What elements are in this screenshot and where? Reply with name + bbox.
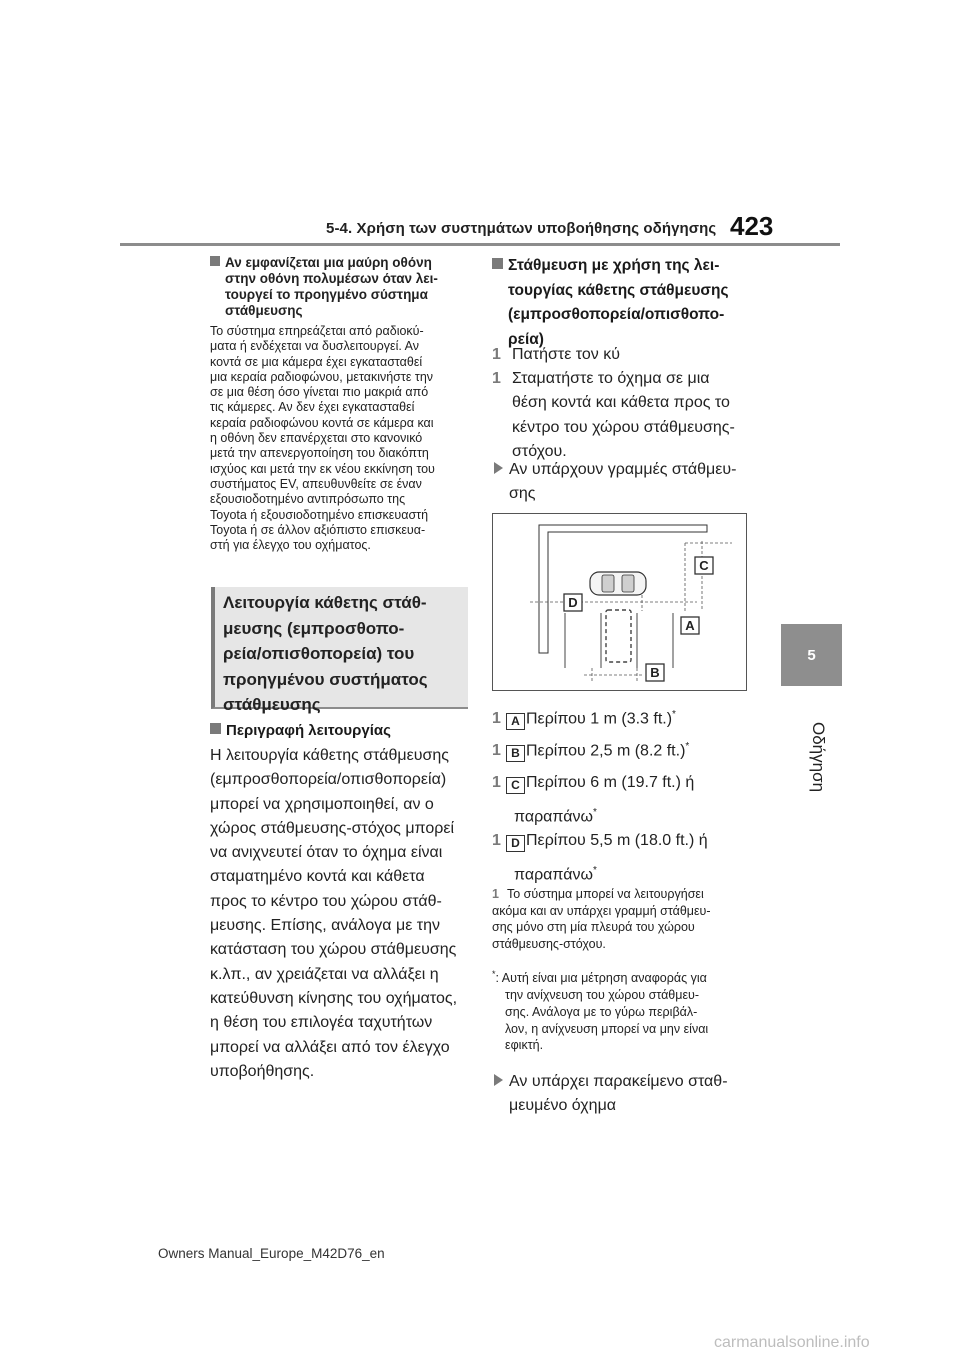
watermark: carmanualsonline.info (714, 1334, 870, 1351)
black-screen-text: Το σύστημα επηρεάζεται από ραδιοκύ- ματα ή ενδέχεται να δυσλειτουργεί. Αν κοντά σε μια κάμερα έχει εγκατασταθεί μια κεραία ραδιοφώνου, μετακινήστε την σε μια θέση όσο γίνεται πιο μακριά από τις κάμερες. Αν δεν έχει εγκατασταθεί κεραία ραδιοφώνου κοντά σε κάμερα και η οθόνη δεν επανέρχεται στο κανονικό μετά την απενεργοποίηση του διακόπτη ισχύος και μετά την εκ νέου εκκίνηση του συστήματος EV, απευθυνθείτε σε έναν εξουσιοδοτημένο αντιπρόσωπο της Toyota ή εξουσιοδοτημένο επισκευαστή Toyota ή σε άλλον αξιόπιστο επισκευα- στή για έλεγχο του οχήματος. (210, 324, 435, 553)
square-bullet-icon (210, 723, 221, 734)
chapter-tab[interactable] (781, 624, 842, 686)
triangle-bullet-icon (494, 1074, 503, 1086)
step-2: 1 Σταματήστε το όχημα σε μια θέση κοντά και κάθετα προς το κέντρο του χώρου στάθμευσης- στόχου. (492, 370, 735, 460)
measure-a: 1 A Περίπου 1 m (3.3 ft.)* (492, 709, 676, 729)
measure-b: 1 B Περίπου 2,5 m (8.2 ft.)* (492, 741, 690, 761)
note-one-side-line: 1 Το σύστημα μπορεί να λειτουργήσει ακόμα και αν υπάρχει γραμμή στάθμευ- σης μόνο στη μία πλευρά του χώρου στάθμευσης-στόχου. (492, 887, 711, 951)
black-screen-heading: Αν εμφανίζεται μια μαύρη οθόνη στην οθόνη πολυμέσων όταν λει- τουργεί το προηγμένο σύστημα στάθμευσης (210, 255, 472, 319)
diagram-label-b: B (650, 665, 660, 680)
header-rule (120, 243, 840, 246)
footer-manual-id: Owners Manual_Europe_M42D76_en (158, 1246, 385, 1261)
diagram-label-c: C (699, 558, 709, 573)
bullet-parking-lines: Αν υπάρχουν γραμμές στάθμευ- σης (494, 458, 754, 507)
measure-d: 1 D Περίπου 5,5 m (18.0 ft.) ή παραπάνω* (492, 832, 708, 884)
description-text: Η λειτουργία κάθετης στάθμευσης (εμπροσθοπορεία/οπισθοπορεία) μπορεί να χρησιμοποιηθεί, αν ο χώρος στάθμευσης-στόχος μπορεί να ανιχνευτεί όταν το όχημα είναι σταματημένο κοντά και κάθετα προς το κέντρο του χώρου στάθ- μευσης. Επίσης, ανάλογα με την κατάσταση του χώρου στάθμευσης κ.λπ., αν χρειάζεται να αλλάξει η κατεύθυνση κίνησης του οχήματος, η θέση του επιλογέα ταχυτήτων μπορεί να αλλάξει από τον έλεγχο υποβοήθησης. (210, 747, 458, 1080)
bullet-adjacent-vehicle: Αν υπάρχει παρακείμενο σταθ- μευμένο όχημα (494, 1070, 754, 1119)
diagram-label-a: A (685, 618, 695, 633)
step-1: 1 Πατήστε τον κύ (492, 346, 620, 363)
square-bullet-icon (210, 256, 220, 266)
square-bullet-icon (492, 258, 503, 269)
description-heading: Περιγραφή λειτουργίας (210, 722, 391, 739)
page-number: 423 (730, 211, 774, 241)
footnote: *: Αυτή είναι μια μέτρηση αναφοράς για την ανίχνευση του χώρου στάθμευ- σης. Ανάλογα με το γύρω περιβάλ- λον, η ανίχνευση μπορεί να μην είναι εφικτή. (492, 969, 709, 1053)
parking-heading: Στάθμευση με χρήση της λει- τουργίας κάθετης στάθμευσης (εμπροσθοπορεία/οπισθοπο- ρεία) (492, 254, 752, 352)
diagram-label-d: D (568, 595, 578, 610)
chapter-number: 5 (807, 646, 816, 664)
parking-diagram (492, 513, 747, 691)
car-icon (590, 572, 646, 595)
section-title-box: Λειτουργία κάθετης στάθ- μευσης (εμπροσθοπο- ρεία/οπισθοπορεία) του προηγμένου συστήματος στάθμευσης (211, 587, 468, 709)
measure-c: 1 C Περίπου 6 m (19.7 ft.) ή παραπάνω* (492, 774, 695, 826)
chapter-label: Οδήγηση (809, 722, 828, 793)
section-header: 5-4. Χρήση των συστημάτων υποβοήθησης οδήγησης (326, 220, 717, 237)
triangle-bullet-icon (494, 462, 503, 474)
parking-diagram-svg (492, 513, 747, 691)
